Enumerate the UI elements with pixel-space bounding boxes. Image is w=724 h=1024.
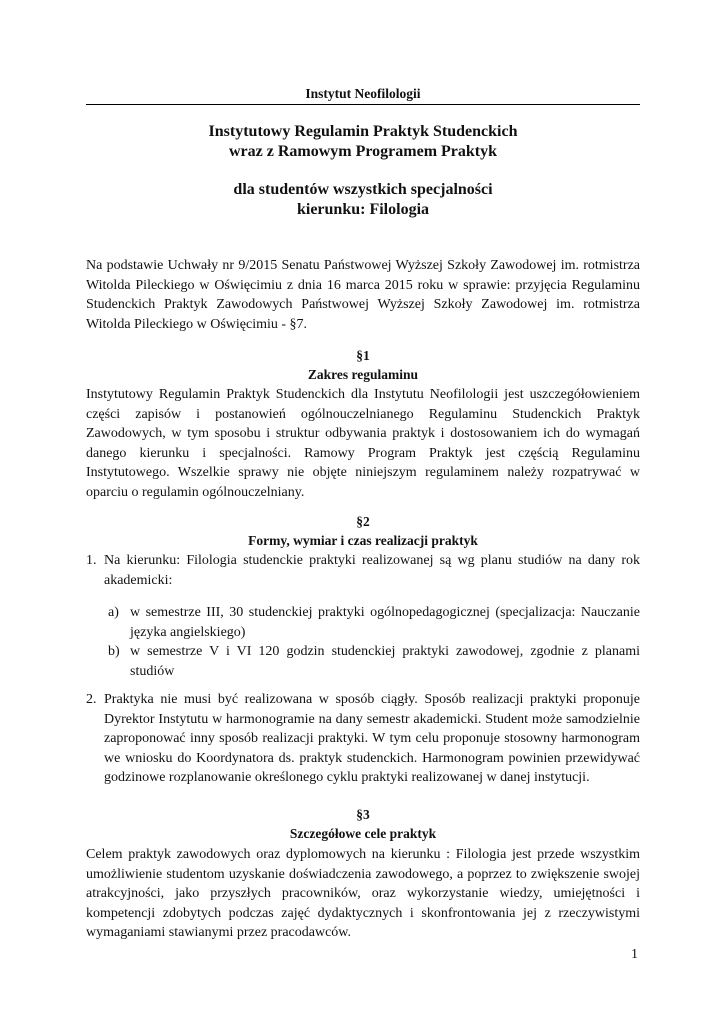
sub-item-b xyxy=(108,642,640,681)
section-1-heading: Zakres regulaminu xyxy=(307,367,419,382)
section-3-heading: Szczegółowe cele praktyk xyxy=(289,826,437,841)
section-1-body: Instytutowy Regulamin Praktyk Studenckich dla Instytutu Neofilologii jest uszczegółowieniem części zapisów i postanowień ogólnouczelnianego Regulaminu Studenckich Praktyk Zawodowych, w tym sposobu i struktur odbywania praktyk i dostosowaniem ich do wymagań danego kierunku i specjalności. Ramowy Program Praktyk jest częścią Regulaminu Instytutowego. Wszelkie sprawy nie objęte niniejszym regulaminem należy rozpatrywać w oparciu o regulamin ogólnouczelniany. xyxy=(86,387,640,500)
intro-paragraph: Na podstawie Uchwały nr 9/2015 Senatu Państwowej Wyższej Szkoły Zawodowej im. rotmistrza Witolda Pileckiego w Oświęcimiu z dnia 16 marca 2015 roku w sprawie: przyjęcia Regulaminu Studenckich Praktyk Zawodowych Państwowej Wyższej Szkoły Zawodowej im. rotmistrza Witolda Pileckiego w Oświęcimiu - §7. xyxy=(86,258,640,332)
header-divider xyxy=(86,104,640,105)
title-line-1: Instytutowy Regulamin Praktyk Studenckich xyxy=(208,123,518,140)
section-2-heading: Formy, wymiar i czas realizacji praktyk xyxy=(248,533,478,548)
section-2-number: §2 xyxy=(356,514,370,529)
section-3-body: Celem praktyk zawodowych oraz dyplomowych na kierunku : Filologia jest przede wszystkim umożliwienie studentom uzyskanie doświadczenia zawodowego, a poprzez to zwiększenie swojej atrakcyjności, jako przyszłych pracowników, oraz wykorzystanie wiedzy, umiejętności i kompetencji zdobytych podczas zajęć dydaktycznych i skonfrontowania jej z rzeczywistymi wymaganiami stawianymi przez pracodawców. xyxy=(86,847,640,940)
sub-item-b-marker: b) xyxy=(108,644,120,659)
list-item-1-marker: 1. xyxy=(86,553,97,568)
section-1-number: §1 xyxy=(356,348,370,363)
list-item-2-marker: 2. xyxy=(86,692,97,707)
title-line-2: wraz z Ramowym Programem Praktyk xyxy=(228,143,498,160)
list-item-2-text: Praktyka nie musi być realizowana w sposób ciągły. Sposób realizacji praktyki proponuje Dyrektor Instytutu w harmonogramie na dany semestr akademicki. Student może samodzielnie zaproponować inny sposób realizacji praktyki. W tym celu proponuje stosowny harmonogram we wniosku do Koordynatora ds. praktyk studenckich. Harmonogram powinien przewidywać godzinowe rozplanowanie określonego cyklu praktyki realizowanej w danej instytucji. xyxy=(104,692,640,785)
sub-item-a-text: w semestrze III, 30 studenckiej praktyki ogólnopedagogicznej (specjalizacja: Nauczanie języka angielskiego) xyxy=(130,605,640,640)
page-number: 1 xyxy=(631,947,638,962)
list-item-1-text: Na kierunku: Filologia studenckie praktyki realizowanej są wg planu studiów na dany rok akademicki: xyxy=(104,553,640,588)
sub-item-a-marker: a) xyxy=(108,605,119,620)
section-3-number: §3 xyxy=(356,807,370,822)
list-item-2 xyxy=(86,690,640,788)
subtitle-line-2: kierunku: Filologia xyxy=(296,201,430,218)
page-header: Instytut Neofilologii xyxy=(305,86,421,101)
subtitle-line-1: dla studentów wszystkich specjalności xyxy=(233,181,493,198)
sub-item-a xyxy=(108,603,640,642)
list-item-1 xyxy=(86,551,640,590)
sub-item-b-text: w semestrze V i VI 120 godzin studenckiej praktyki zawodowej, zgodnie z planami studiów xyxy=(130,644,640,679)
